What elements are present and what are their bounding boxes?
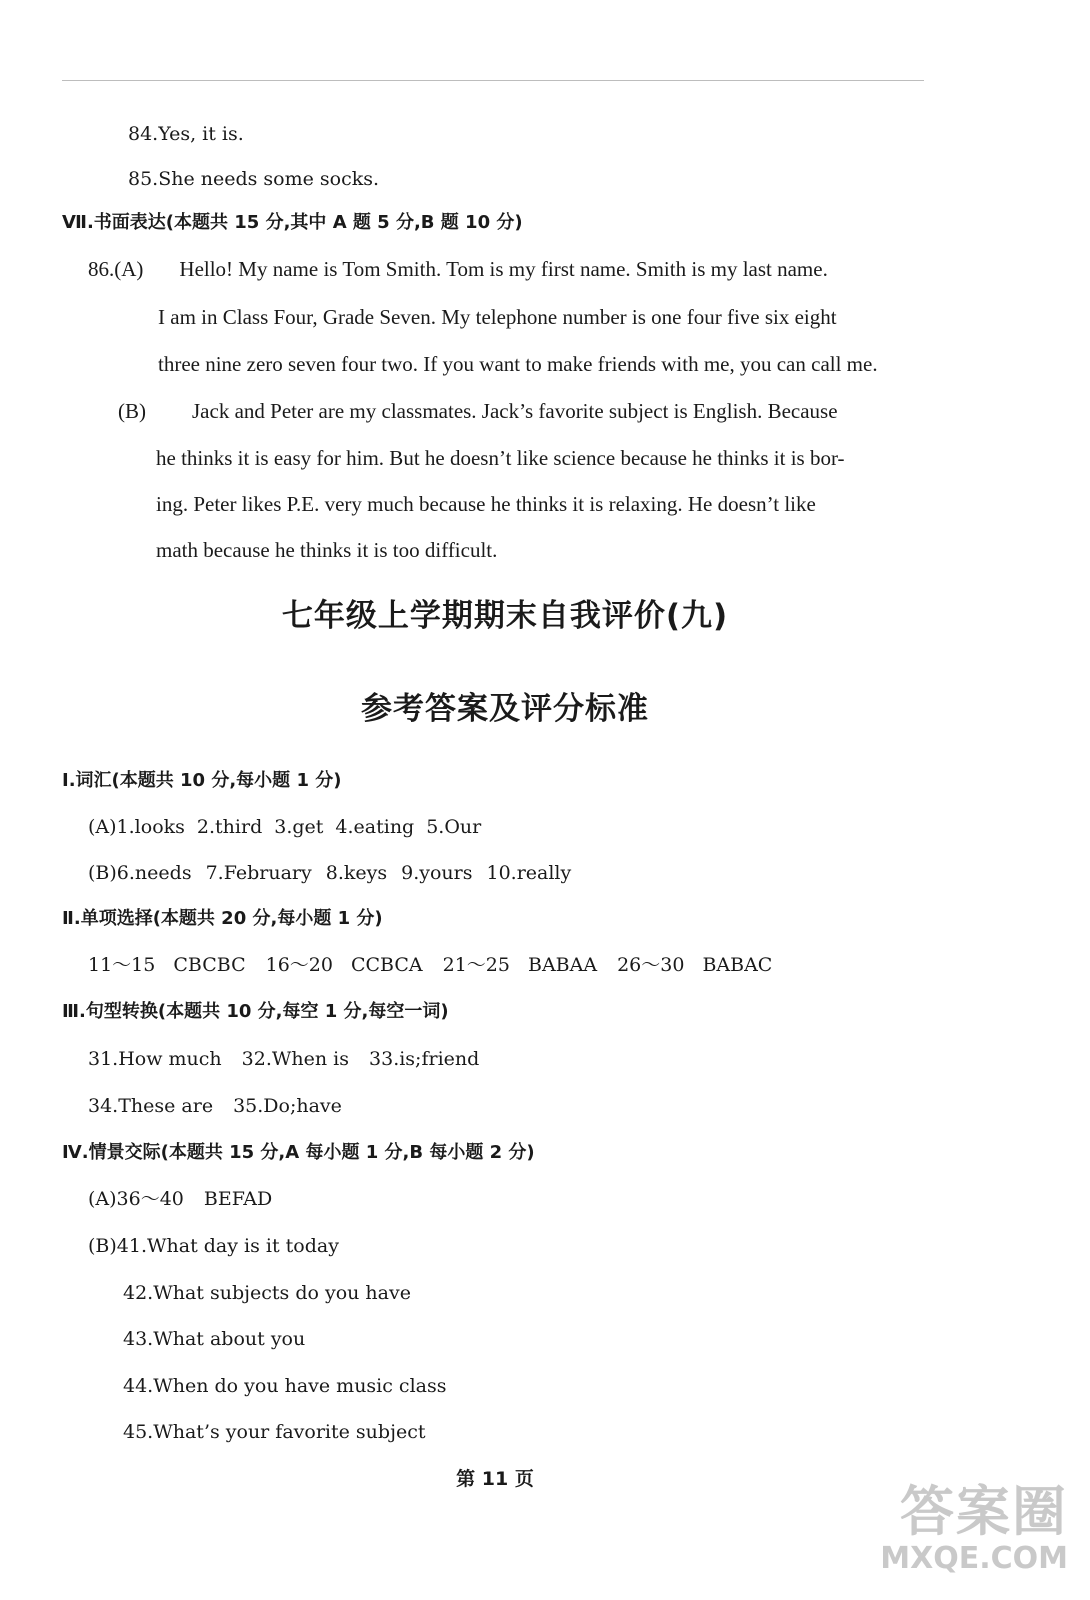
answer-42: 42.What subjects do you have <box>123 1282 411 1304</box>
label-b: (B) <box>88 862 117 884</box>
range: 11～15 <box>88 954 156 976</box>
answer-group: CCBCA <box>350 954 423 976</box>
essay-a-line: three nine zero seven four two. If you want to make friends with me, you can call me. <box>158 352 878 376</box>
answer-43: 43.What about you <box>123 1328 306 1350</box>
range: (A)36～40 <box>88 1188 184 1210</box>
answer-group: CBCBC <box>173 954 246 976</box>
answer-group: BABAA <box>527 954 598 976</box>
answer-44: 44.When do you have music class <box>123 1375 447 1397</box>
answer-item: 1.looks <box>116 816 185 838</box>
answer-item: 32.When is <box>241 1048 350 1070</box>
answer-item: 3.get <box>274 816 324 838</box>
answer-item: 6.needs <box>116 862 192 884</box>
section-1-heading: Ⅰ.词汇(本题共 10 分,每小题 1 分) <box>62 770 342 791</box>
answer-item: 34.These are <box>88 1095 214 1117</box>
watermark-chars: 答案圈 <box>900 1480 1068 1543</box>
answer-item: 2.third <box>196 816 263 838</box>
answer-item: 5.Our <box>426 816 482 838</box>
answer-45: 45.What’s your favorite subject <box>123 1421 426 1443</box>
section-7-heading: Ⅶ.书面表达(本题共 15 分,其中 A 题 5 分,B 题 10 分) <box>62 212 523 233</box>
answer-item: 31.How much <box>88 1048 222 1070</box>
essay-b-line: he thinks it is easy for him. But he doesn’t like science because he thinks it is bor- <box>156 446 845 470</box>
answer-86b <box>118 399 838 423</box>
answer-item: 33.is;friend <box>369 1048 480 1070</box>
answer-group: BEFAD <box>203 1188 273 1210</box>
answer-item: 35.Do;have <box>233 1095 342 1117</box>
essay-a-line: Hello! My name is Tom Smith. Tom is my first name. Smith is my last name. <box>179 257 828 281</box>
section-1-row-b <box>88 861 571 885</box>
answer-86a <box>88 257 828 281</box>
section-2-answers <box>88 953 772 977</box>
essay-b-line: math because he thinks it is too difficult. <box>156 538 498 562</box>
section-3-row-1 <box>88 1047 479 1071</box>
answer-item: 7.February <box>205 862 312 884</box>
section-4-row-a <box>88 1187 272 1211</box>
answer-84: 84.Yes, it is. <box>128 123 244 145</box>
label-a: (A) <box>88 816 117 838</box>
answer-group: BABAC <box>702 954 773 976</box>
answer-41: (B)41.What day is it today <box>88 1235 339 1257</box>
essay-a-line: I am in Class Four, Grade Seven. My telephone number is one four five six eight <box>158 305 837 329</box>
section-1-row-a <box>88 815 481 839</box>
essay-b-line: Jack and Peter are my classmates. Jack’s favorite subject is English. Because <box>192 399 838 423</box>
section-3-row-2 <box>88 1094 342 1118</box>
essay-b-line: ing. Peter likes P.E. very much because he thinks it is relaxing. He doesn’t like <box>156 492 816 516</box>
answer-item: 9.yours <box>401 862 473 884</box>
page-number: 第 11 页 <box>456 1468 534 1490</box>
section-2-heading: Ⅱ.单项选择(本题共 20 分,每小题 1 分) <box>62 908 383 929</box>
site-watermark <box>878 1482 1068 1592</box>
top-divider-line <box>62 80 924 81</box>
range: 16～20 <box>265 954 333 976</box>
answer-86b-label: (B) <box>118 399 146 423</box>
exam-title: 七年级上学期期末自我评价(九) <box>281 598 729 634</box>
answer-86a-label: 86.(A) <box>88 257 144 281</box>
answer-item: 8.keys <box>325 862 388 884</box>
section-3-heading: Ⅲ.句型转换(本题共 10 分,每空 1 分,每空一词) <box>62 1001 449 1022</box>
exam-subtitle: 参考答案及评分标准 <box>361 691 649 727</box>
answer-85: 85.She needs some socks. <box>128 168 380 190</box>
range: 26～30 <box>617 954 685 976</box>
section-4-heading: Ⅳ.情景交际(本题共 15 分,A 每小题 1 分,B 每小题 2 分) <box>62 1142 535 1163</box>
answer-item: 4.eating <box>335 816 415 838</box>
range: 21～25 <box>442 954 510 976</box>
watermark-url: MXQE.COM <box>880 1541 1068 1576</box>
answer-item: 10.really <box>486 862 572 884</box>
